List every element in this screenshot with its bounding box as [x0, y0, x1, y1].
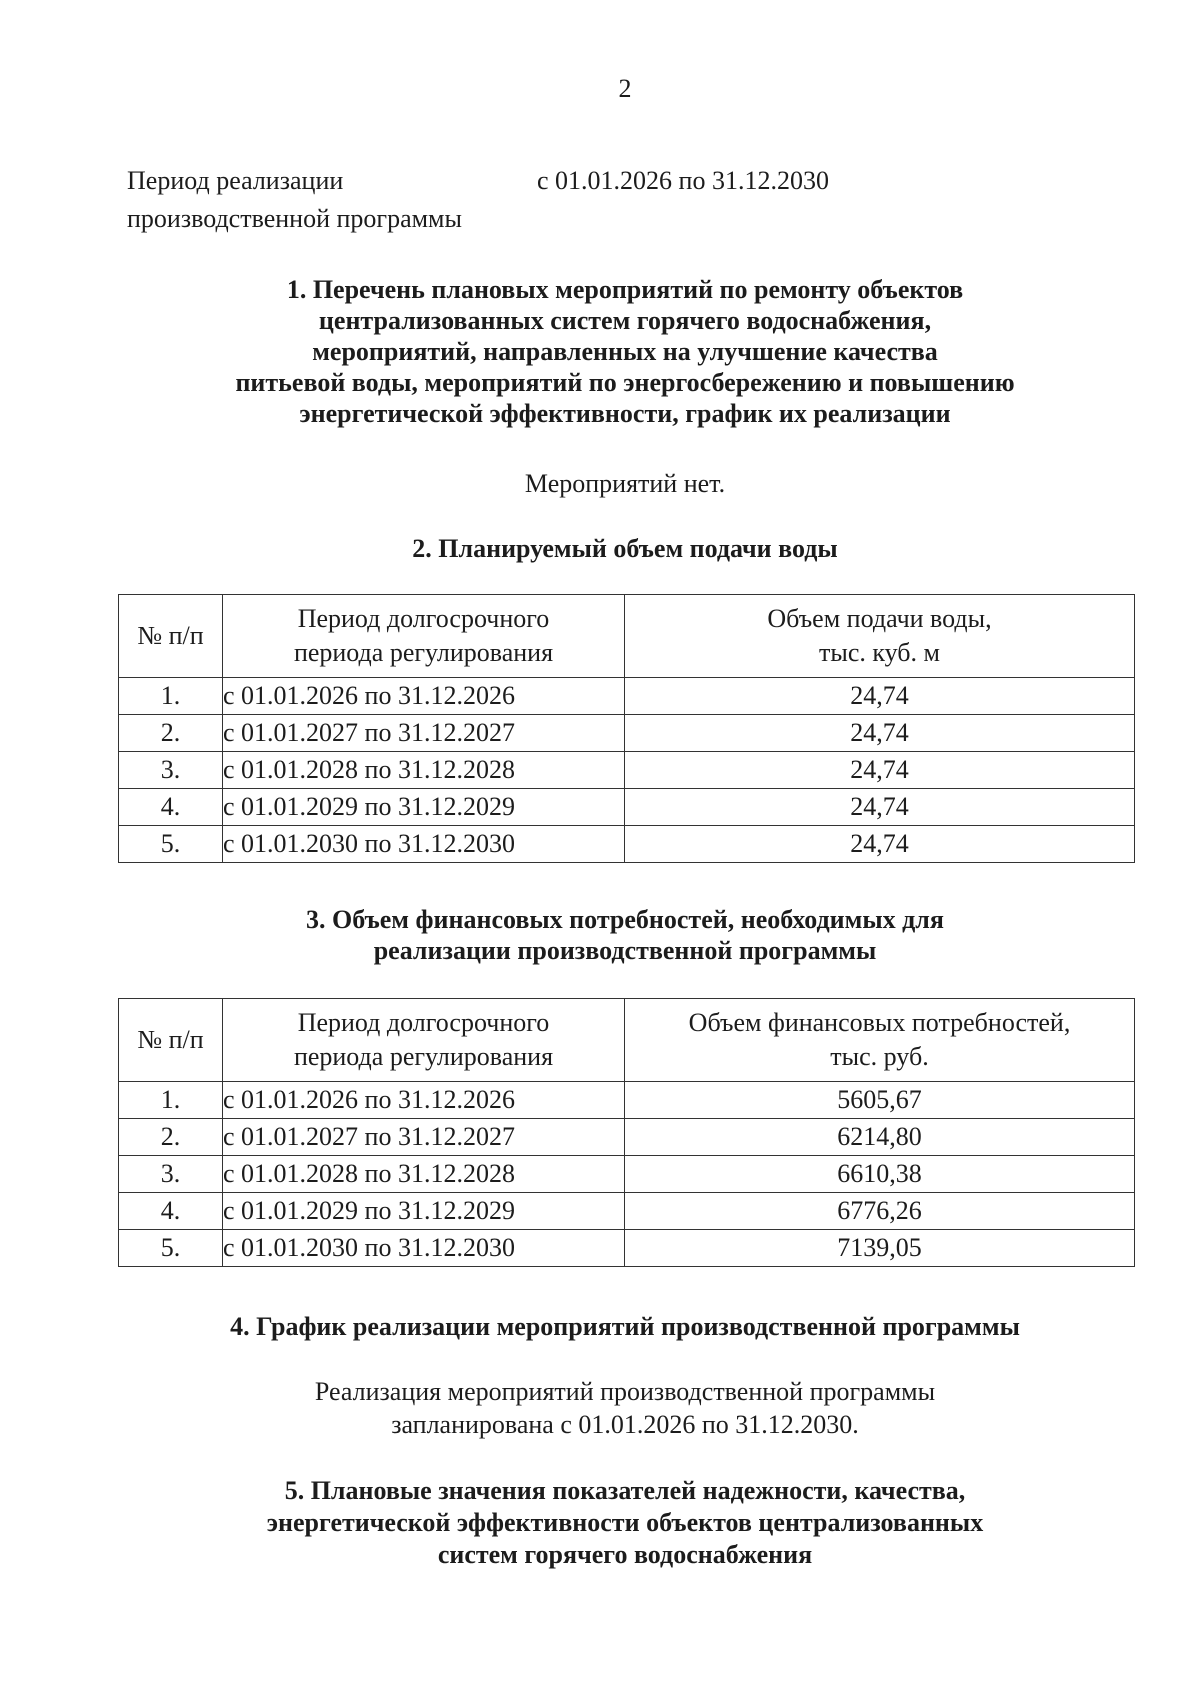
- row-value: 24,74: [625, 789, 1135, 826]
- row-value: 24,74: [625, 715, 1135, 752]
- table-row: [119, 1230, 1135, 1267]
- section4-text: [0, 1375, 1200, 1441]
- row-num: 1.: [119, 678, 223, 715]
- row-value: 24,74: [625, 752, 1135, 789]
- row-period: с 01.01.2029 по 31.12.2029: [223, 789, 625, 826]
- row-value: 7139,05: [625, 1230, 1135, 1267]
- section2-title-text: 2. Планируемый объем подачи воды: [412, 534, 838, 563]
- section2-title: [0, 533, 1200, 564]
- row-value: 6610,38: [625, 1156, 1135, 1193]
- table-header-row: [119, 595, 1135, 678]
- table-row: [119, 1119, 1135, 1156]
- period-label: [127, 162, 547, 238]
- header-period-line2: периода регулирования: [293, 638, 554, 667]
- page-number: 2: [618, 74, 632, 103]
- section1-title-line: питьевой воды, мероприятий по энергосбережению и повышению: [235, 368, 1015, 397]
- table-row: [119, 752, 1135, 789]
- row-period: с 01.01.2028 по 31.12.2028: [223, 1156, 625, 1193]
- section5-title: [0, 1475, 1200, 1571]
- section5-title-line: энергетической эффективности объектов централизованных: [266, 1508, 984, 1537]
- section1-note-text: Мероприятий нет.: [524, 469, 726, 498]
- header-value-line2: тыс. руб.: [830, 1042, 929, 1071]
- section3-title-line: реализации производственной программы: [373, 936, 877, 965]
- section1-title-line: мероприятий, направленных на улучшение качества: [312, 337, 938, 366]
- header-value: [625, 999, 1135, 1082]
- section3-title-line: 3. Объем финансовых потребностей, необходимых для: [306, 905, 944, 934]
- section1-title: [0, 274, 1200, 429]
- section5-title-line: 5. Плановые значения показателей надежности, качества,: [284, 1476, 966, 1505]
- row-num: 3.: [119, 752, 223, 789]
- header-period: [223, 595, 625, 678]
- row-num: 4.: [119, 789, 223, 826]
- section1-title-line: 1. Перечень плановых мероприятий по ремонту объектов: [286, 275, 964, 304]
- section1-note: [0, 468, 1200, 499]
- section1-title-line: энергетической эффективности, график их реализации: [299, 399, 951, 428]
- table-row: [119, 1193, 1135, 1230]
- row-period: с 01.01.2026 по 31.12.2026: [223, 1082, 625, 1119]
- header-period-line1: Период долгосрочного: [297, 604, 550, 633]
- financial-needs-table: [118, 998, 1135, 1267]
- row-value: 24,74: [625, 678, 1135, 715]
- row-period: с 01.01.2027 по 31.12.2027: [223, 1119, 625, 1156]
- row-period: с 01.01.2028 по 31.12.2028: [223, 752, 625, 789]
- section4-title: [0, 1311, 1200, 1342]
- row-period: с 01.01.2030 по 31.12.2030: [223, 1230, 625, 1267]
- row-period: с 01.01.2030 по 31.12.2030: [223, 826, 625, 863]
- header-value-line1: Объем подачи воды,: [767, 604, 992, 633]
- row-value: 5605,67: [625, 1082, 1135, 1119]
- header-value-line2: тыс. куб. м: [819, 638, 940, 667]
- row-value: 6776,26: [625, 1193, 1135, 1230]
- header-num: № п/п: [119, 999, 223, 1082]
- row-num: 2.: [119, 715, 223, 752]
- header-period-line1: Период долгосрочного: [297, 1008, 550, 1037]
- row-num: 5.: [119, 826, 223, 863]
- section5-title-line: систем горячего водоснабжения: [437, 1540, 813, 1569]
- row-value: 6214,80: [625, 1119, 1135, 1156]
- period-label-line2: производственной программы: [127, 204, 462, 233]
- table-header-row: [119, 999, 1135, 1082]
- table-row: [119, 715, 1135, 752]
- header-value: [625, 595, 1135, 678]
- row-value: 24,74: [625, 826, 1135, 863]
- row-period: с 01.01.2029 по 31.12.2029: [223, 1193, 625, 1230]
- row-period: с 01.01.2027 по 31.12.2027: [223, 715, 625, 752]
- table-row: [119, 789, 1135, 826]
- section1-title-line: централизованных систем горячего водоснабжения,: [318, 306, 932, 335]
- row-num: 1.: [119, 1082, 223, 1119]
- section4-text-line: Реализация мероприятий производственной программы: [314, 1377, 936, 1406]
- table-row: [119, 1082, 1135, 1119]
- row-period: с 01.01.2026 по 31.12.2026: [223, 678, 625, 715]
- row-num: 4.: [119, 1193, 223, 1230]
- table-row: [119, 678, 1135, 715]
- section3-title: [0, 904, 1200, 966]
- section4-title-text: 4. График реализации мероприятий производственной программы: [230, 1312, 1020, 1341]
- section4-text-line: запланирована с 01.01.2026 по 31.12.2030.: [391, 1410, 859, 1439]
- row-num: 5.: [119, 1230, 223, 1267]
- row-num: 3.: [119, 1156, 223, 1193]
- period-label-line1: Период реализации: [127, 166, 344, 195]
- row-num: 2.: [119, 1119, 223, 1156]
- header-period: [223, 999, 625, 1082]
- header-num: № п/п: [119, 595, 223, 678]
- table-row: [119, 1156, 1135, 1193]
- water-supply-table: [118, 594, 1135, 863]
- header-period-line2: периода регулирования: [293, 1042, 554, 1071]
- table-row: [119, 826, 1135, 863]
- header-value-line1: Объем финансовых потребностей,: [688, 1008, 1071, 1037]
- period-value: с 01.01.2026 по 31.12.2030: [537, 166, 829, 195]
